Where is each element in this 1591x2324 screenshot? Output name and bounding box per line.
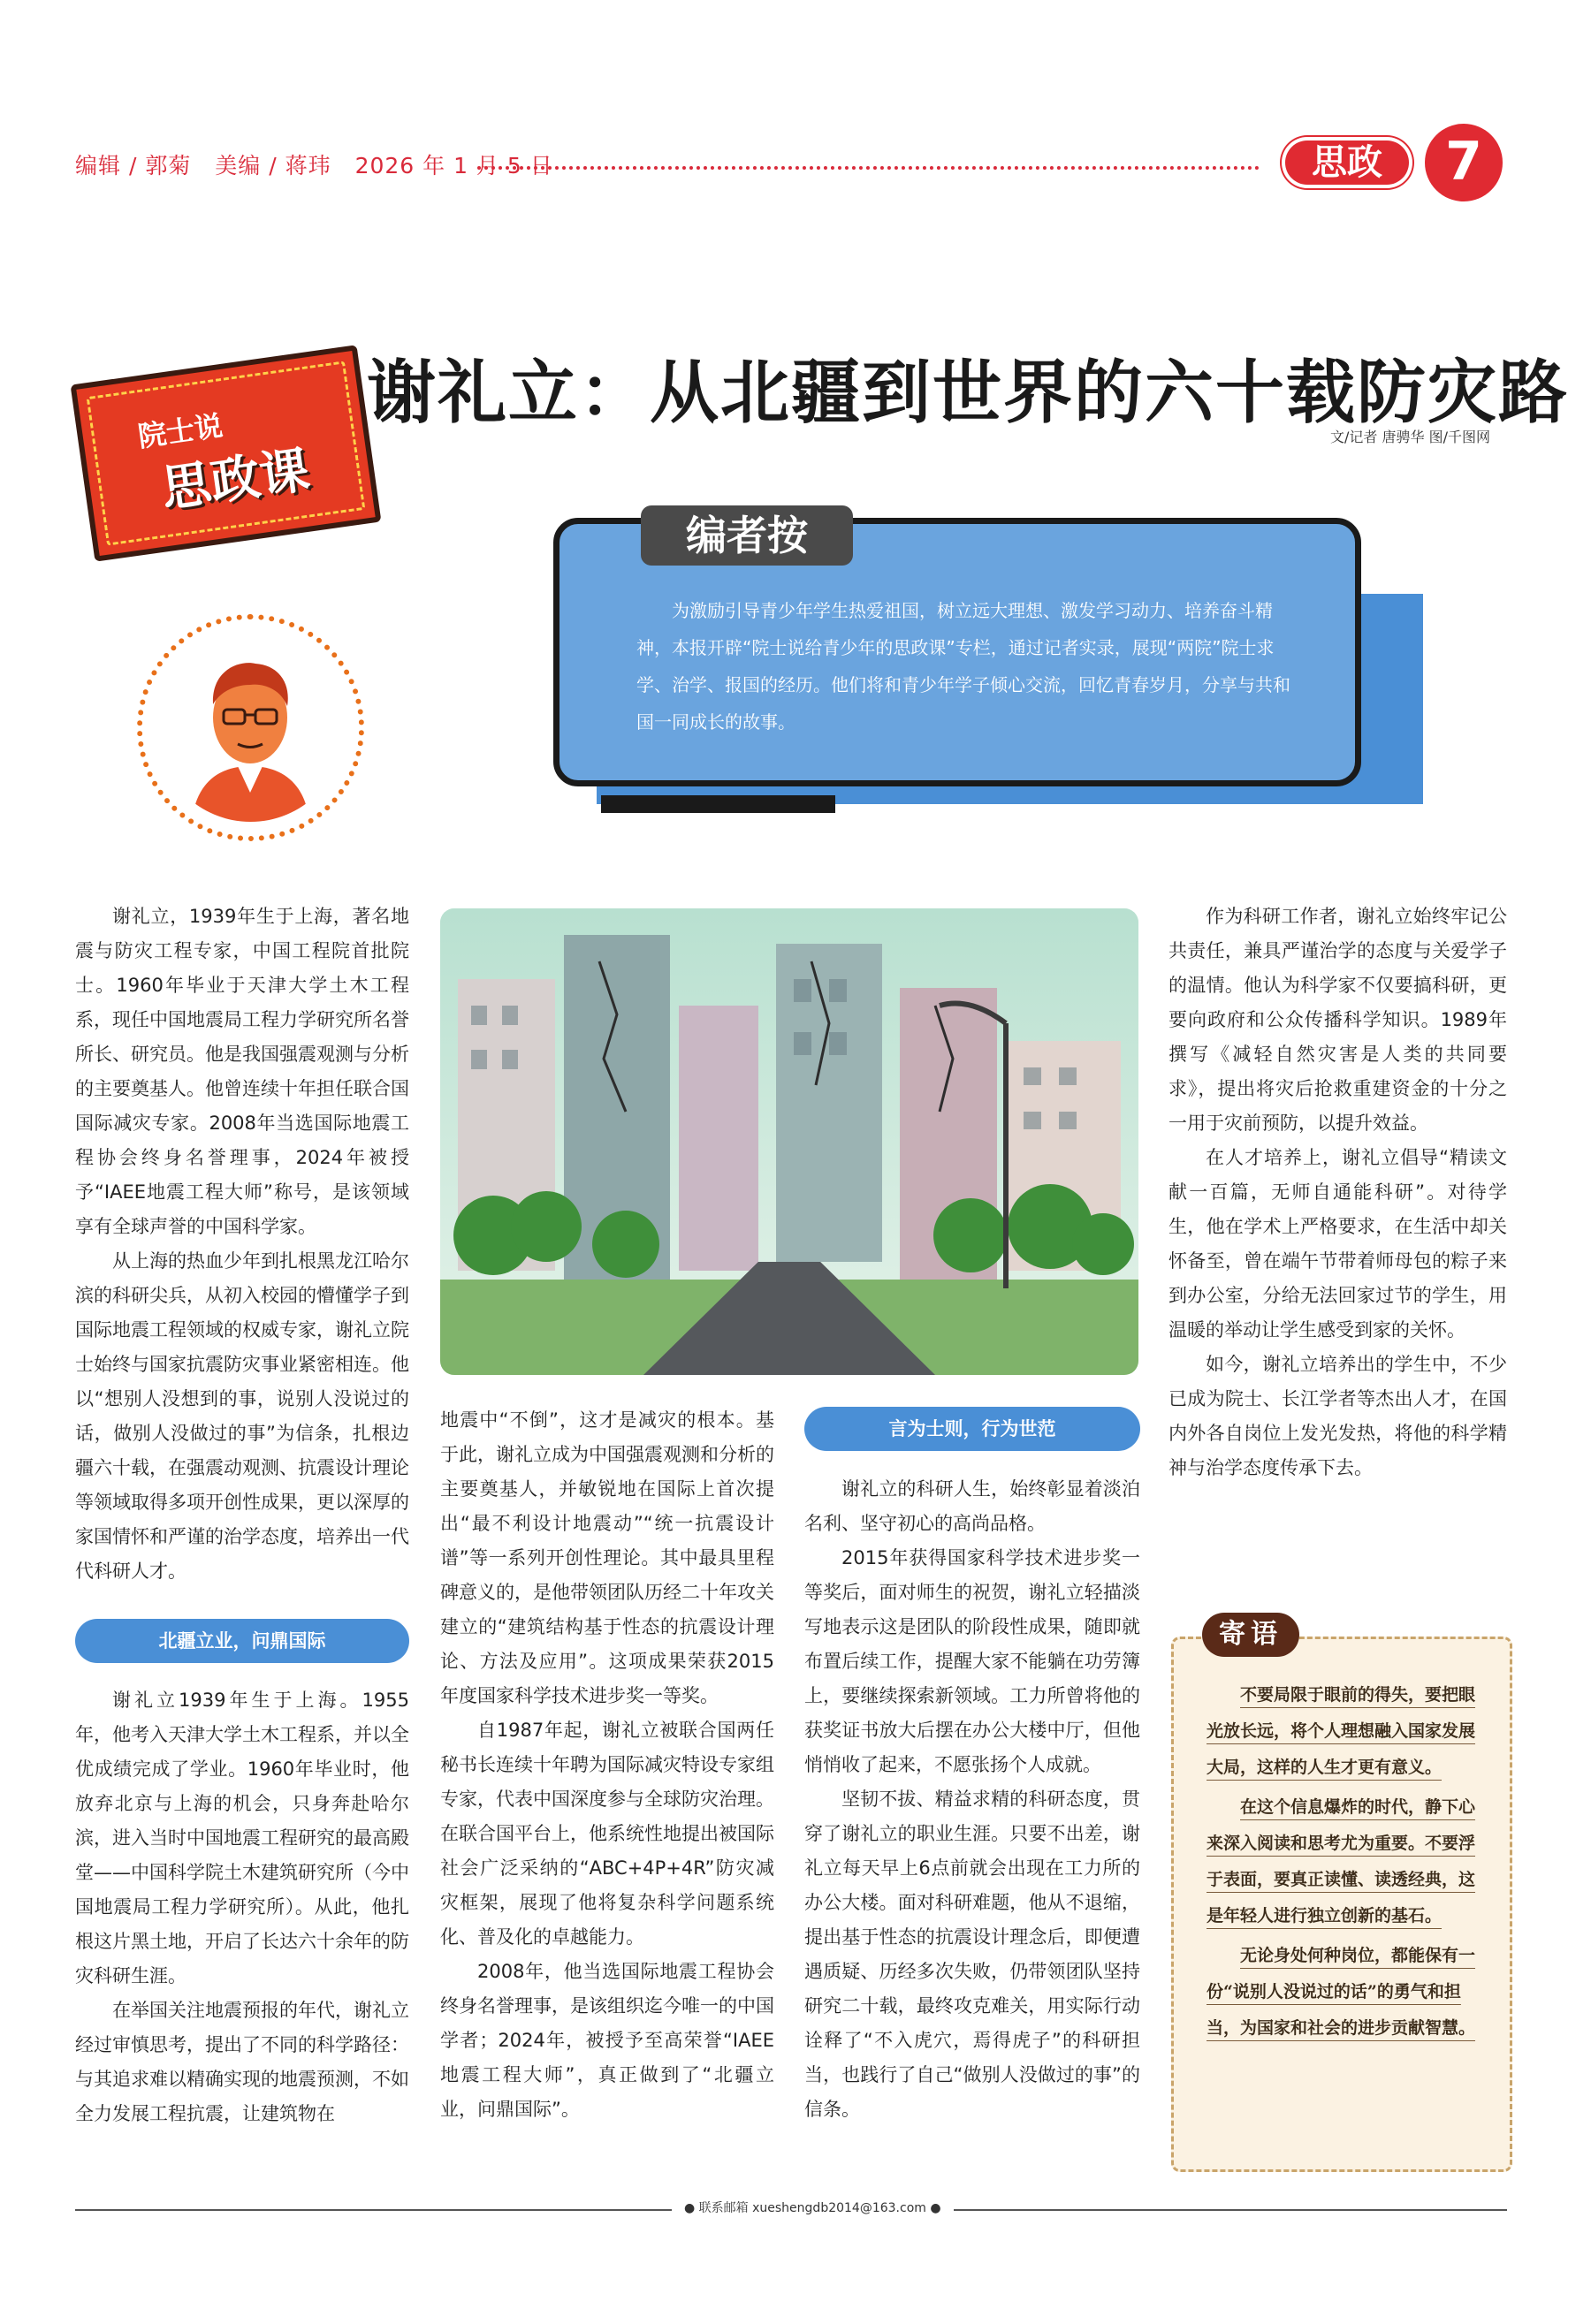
editor-credit: 编辑 / 郭菊	[75, 153, 192, 178]
column-2	[440, 1403, 774, 2127]
paragraph: 谢礼立，1939年生于上海，著名地震与防灾工程专家，中国工程院首批院士。1960年毕业于天津大学土木工程系，现任中国地震局工程力学研究所名誉所长、研究员。他是我国强震观测与分析的主要奠基人。他曾连续十年担任联合国国际减灾专家。2008年当选国际地震工程协会终身名誉理事，2024年被授予“IAEE地震工程大师”称号，是该领域享有全球声誉的中国科学家。	[75, 906, 409, 1237]
portrait-illustration	[156, 634, 345, 822]
column-badge	[71, 345, 382, 562]
column-1-lower	[75, 1683, 409, 2131]
byline: 文/记者 唐骋华 图/千图网	[1330, 429, 1490, 445]
paragraph: 在人才培养上，谢礼立倡导“精读文献一百篇，无师自通能科研”。对待学生，他在学术上严格要求，在生活中却关怀备至，曾在端午节带着师母包的粽子来到办公室，分给无法回家过节的学生，用温暖的举动让学生感受到家的关怀。	[1169, 1147, 1507, 1340]
message-text	[1207, 1677, 1476, 2050]
editor-note-text: 为激励引导青少年学生热爱祖国，树立远大理想、激发学习动力、培养奋斗精神，本报开辟“院士说给青少年的思政课”专栏，通过记者实录，展现“两院”院士求学、治学、报国的经历。他们将和青少年学子倾心交流，回忆青春岁月，分享与共和国一同成长的故事。	[636, 600, 1290, 733]
paragraph: 在举国关注地震预报的年代，谢礼立经过审慎思考，提出了不同的科学路径：与其追求难以精确实现的地震预测，不如全力发展工程抗震，让建筑物在	[75, 2000, 409, 2124]
column-1	[75, 900, 409, 1589]
paragraph: 作为科研工作者，谢礼立始终牢记公共责任，兼具严谨治学的态度与关爱学子的温情。他认为科学家不仅要搞科研，更要向政府和公众传播科学知识。1989年撰写《减轻自然灾害是人类的共同要求》，提出将灾后抢救重建资金的十分之一用于灾前预防，以提升效益。	[1169, 906, 1507, 1134]
section-heading-1: 北疆立业，问鼎国际	[75, 1619, 409, 1663]
footer-contact: ● 联系邮箱 xueshengdb2014@163.com ●	[672, 2199, 954, 2216]
page-number: 7	[1425, 124, 1503, 201]
paragraph: 从上海的热血少年到扎根黑龙江哈尔滨的科研尖兵，从初入校园的懵懂学子到国际地震工程领域的权威专家，谢礼立院士始终与国家抗震防灾事业紧密相连。他以“想别人没想到的事，说别人没说过的话，做别人没做过的事”为信条，扎根边疆六十载，在强震动观测、抗震设计理论等领域取得多项开创性成果，更以深厚的家国情怀和严谨的治学态度，培养出一代代科研人才。	[75, 1250, 409, 1582]
badge-line1: 院士说	[135, 408, 225, 454]
message-paragraph: 无论身处何种岗位，都能保有一份“说别人没说过的话”的勇气和担当，为国家和社会的进步贡献智慧。	[1207, 1946, 1476, 2038]
message-paragraph: 在这个信息爆炸的时代，静下心来深入阅读和思考尤为重要。不要浮于表面，要真正读懂、读透经典，这是年轻人进行独立创新的基石。	[1207, 1797, 1476, 1925]
paragraph: 2015年获得国家科学技术进步奖一等奖后，面对师生的祝贺，谢礼立轻描淡写地表示这是团队的阶段性成果，随即就布置后续工作，提醒大家不能躺在功劳簿上，要继续探索新领域。工力所曾将他的获奖证书放大后摆在办公大楼中厅，但他悄悄收了起来，不愿张扬个人成就。	[804, 1547, 1140, 1775]
paragraph: 谢礼立1939年生于上海。1955年，他考入天津大学土木工程系，并以全优成绩完成了学业。1960年毕业时，他放弃北京与上海的机会，只身奔赴哈尔滨，进入当时中国地震工程研究的最高殿堂——中国科学院土木建筑研究所（今中国地震局工程力学研究所）。从此，他扎根这片黑土地，开启了长达六十余年的防灾科研生涯。	[75, 1690, 409, 1986]
column-4	[1169, 900, 1507, 1485]
section-tag: 思政	[1282, 137, 1412, 188]
paragraph: 谢礼立的科研人生，始终彰显着淡泊名利、坚守初心的高尚品格。	[804, 1478, 1140, 1534]
note-bar	[601, 795, 835, 813]
paragraph: 坚韧不拔、精益求精的科研态度，贯穿了谢礼立的职业生涯。只要不出差，谢礼立每天早上6点前就会出现在工力所的办公大楼。面对科研难题，他从不退缩，提出基于性态的抗震设计理念后，即便遭遇质疑、历经多次失败，仍带领团队坚持研究二十载，最终攻克难关，用实际行动诠释了“不入虎穴，焉得虎子”的科研担当，也践行了自己“做别人没做过的事”的信条。	[804, 1789, 1140, 2120]
paragraph: 地震中“不倒”，这才是减灾的根本。基于此，谢礼立成为中国强震观测和分析的主要奠基人，并敏锐地在国际上首次提出“最不利设计地震动”“统一抗震设计谱”等一系列开创性理论。其中最具里程碑意义的，是他带领团队历经二十年攻关建立的“建筑结构基于性态的抗震设计理论、方法及应用”。这项成果荣获2015年度国家科学技术进步奖一等奖。	[440, 1409, 774, 1706]
message-title: 寄语	[1202, 1613, 1299, 1657]
paragraph: 2008年，他当选国际地震工程协会终身名誉理事，是该组织迄今唯一的中国学者；2024年，被授予至高荣誉“IAEE地震工程大师”，真正做到了“北疆立业，问鼎国际”。	[440, 1961, 774, 2120]
article-title: 谢礼立：从北疆到世界的六十载防灾路	[367, 353, 1570, 433]
paragraph: 自1987年起，谢礼立被联合国两任秘书长连续十年聘为国际减灾特设专家组专家，代表中国深度参与全球防灾治理。在联合国平台上，他系统性地提出被国际社会广泛采纳的“ABC+4P+4R”防灾减灾框架，展现了他将复杂科学问题系统化、普及化的卓越能力。	[440, 1720, 774, 1948]
issue-date: 2026 年 1 月 5 日	[354, 153, 553, 178]
badge-line2: 思政课	[157, 441, 314, 520]
message-paragraph: 不要局限于眼前的得失，要把眼光放长远，将个人理想融入国家发展大局，这样的人生才更有意义。	[1207, 1685, 1476, 1777]
editor-note-title: 编者按	[641, 505, 853, 566]
masthead-credits	[75, 148, 569, 180]
column-3	[804, 1472, 1140, 2127]
earthquake-city-illustration	[440, 908, 1138, 1375]
paragraph: 如今，谢礼立培养出的学生中，不少已成为院士、长江学者等杰出人才，在国内外各自岗位上发光发热，将他的科学精神与治学态度传承下去。	[1169, 1354, 1507, 1478]
header-divider	[477, 166, 1260, 170]
designer-credit: 美编 / 蒋玮	[215, 153, 331, 178]
section-heading-2: 言为士则，行为世范	[804, 1407, 1140, 1451]
